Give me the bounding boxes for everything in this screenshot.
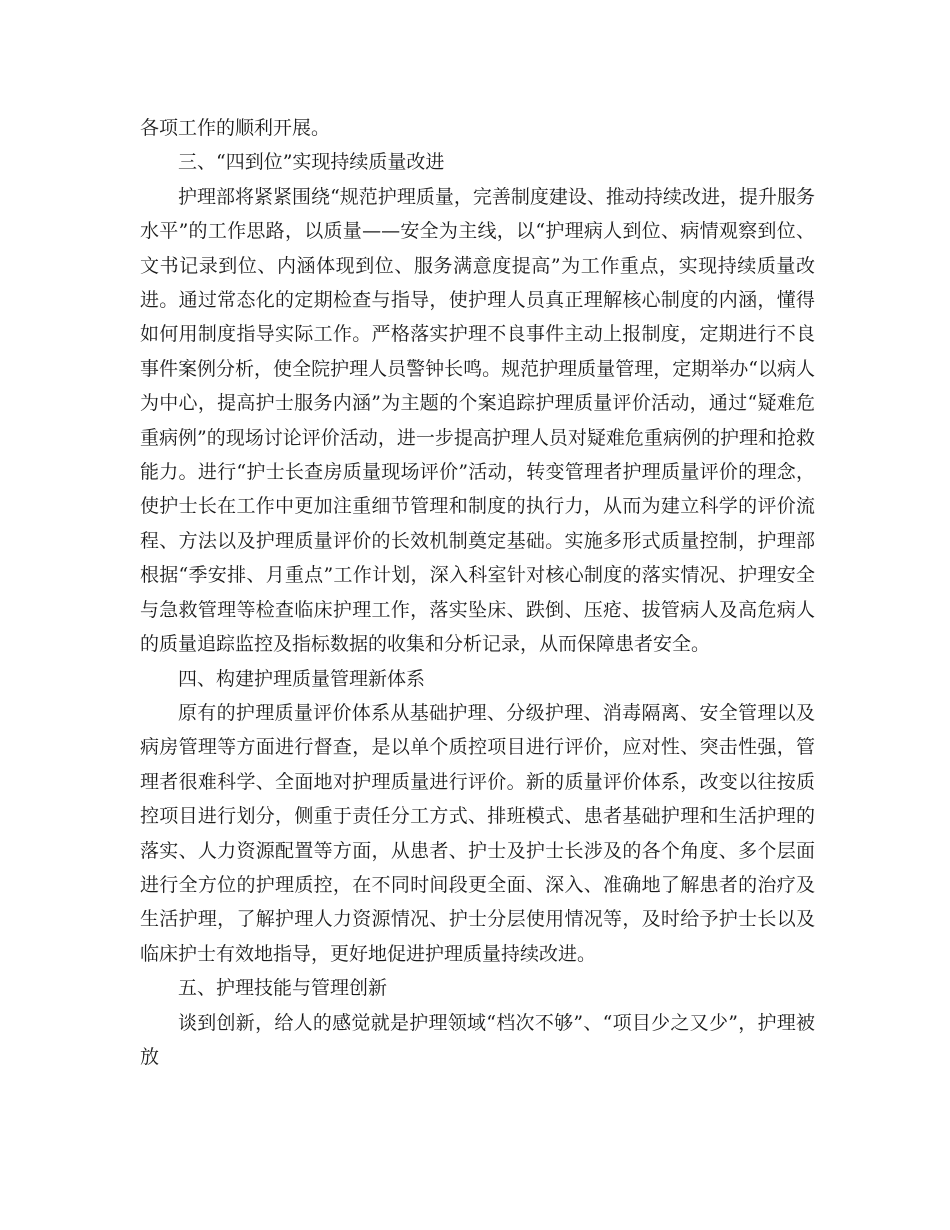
paragraph-section-4: 原有的护理质量评价体系从基础护理、分级护理、消毒隔离、安全管理以及病房管理等方面进行督查，是以单个质控项目进行评价，应对性、突击性强，管理者很难科学、全面地对护理质量进行评价。新的质量评价体系，改变以往按质控项目进行划分，侧重于责任分工方式、排班模式、患者基础护理和生活护理的落实、人力资源配置等方面，从患者、护士及护士长涉及的各个角度、多个层面进行全方位的护理质控，在不同时间段更全面、深入、准确地了解患者的治疗及生活护理，了解护理人力资源情况、护士分层使用情况等，及时给予护士长以及临床护士有效地指导，更好地促进护理质量持续改进。 (140, 701, 815, 965)
paragraph-section-5: 谈到创新，给人的感觉就是护理领域“档次不够”、“项目少之又少”，护理被放 (140, 1011, 815, 1068)
paragraph-section-3: 护理部将紧紧围绕“规范护理质量，完善制度建设、推动持续改进，提升服务水平”的工作思路，以质量——安全为主线，以“护理病人到位、病情观察到位、文书记录到位、内涵体现到位、服务满意度提高”为工作重点，实现持续质量改进。通过常态化的定期检查与指导，使护理人员真正理解核心制度的内涵，懂得如何用制度指导实际工作。严格落实护理不良事件主动上报制度，定期进行不良事件案例分析，使全院护理人员警钟长鸣。规范护理质量管理，定期举办“以病人为中心，提高护士服务内涵”为主题的个案追踪护理质量评价活动，通过“疑难危重病例”的现场讨论评价活动，进一步提高护理人员对疑难危重病例的护理和抢救能力。进行“护士长查房质量现场评价”活动，转变管理者护理质量评价的理念，使护士长在工作中更加注重细节管理和制度的执行力，从而为建立科学的评价流程、方法以及护理质量评价的长效机制奠定基础。实施多形式质量控制，护理部根据“季安排、月重点”工作计划，深入科室针对核心制度的落实情况、护理安全与急救管理等检查临床护理工作，落实坠床、跌倒、压疮、拔管病人及高危病人的质量追踪监控及指标数据的收集和分析记录，从而保障患者安全。 (140, 185, 815, 656)
paragraph-continuation: 各项工作的顺利开展。 (140, 117, 331, 139)
section-heading-4: 四、构建护理质量管理新体系 (178, 667, 426, 690)
section-heading-5: 五、护理技能与管理创新 (178, 977, 388, 1000)
document-body (140, 111, 815, 1074)
section-heading-3: 三、“四到位”实现持续质量改进 (178, 151, 445, 174)
